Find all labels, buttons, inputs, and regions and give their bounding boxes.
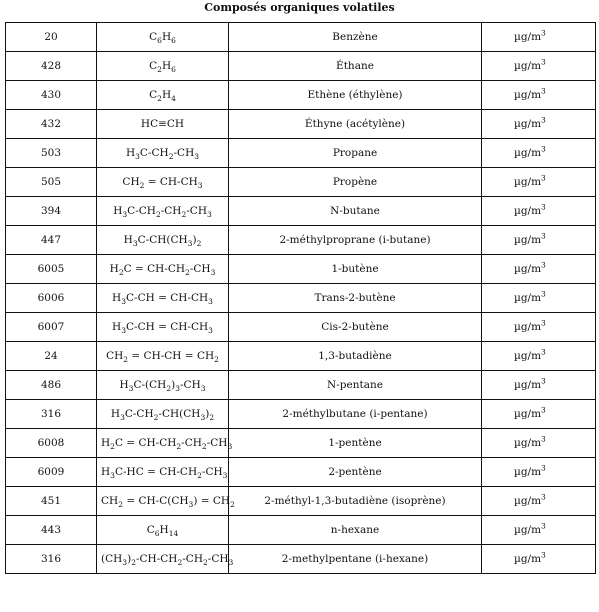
pollutant-code: 428 bbox=[6, 52, 97, 81]
unit: $\mu g/m^3$ bbox=[482, 400, 596, 429]
table-row bbox=[6, 139, 596, 168]
table-row bbox=[6, 255, 596, 284]
pollutant-code: 24 bbox=[6, 342, 97, 371]
pollutant-code: 6008 bbox=[6, 429, 97, 458]
table-caption: Composés organiques volatiles bbox=[204, 1, 395, 14]
chemical-formula: $CH_2 = CH-CH = CH_2$ bbox=[97, 342, 229, 371]
table-row bbox=[6, 342, 596, 371]
chemical-formula: $H_3C-CH = CH-CH_3$ bbox=[97, 313, 229, 342]
unit: $\mu g/m^3$ bbox=[482, 168, 596, 197]
pollutant-code: 394 bbox=[6, 197, 97, 226]
table-row bbox=[6, 226, 596, 255]
chemical-formula: $H_3C-CH_2-CH_3$ bbox=[97, 139, 229, 168]
pollutant-code: 6005 bbox=[6, 255, 97, 284]
pollutant-code: 505 bbox=[6, 168, 97, 197]
chemical-formula: $H_3C-CH_2-CH(CH_3)_2$ bbox=[97, 400, 229, 429]
compound-name: Éthane bbox=[229, 52, 482, 81]
table-row bbox=[6, 371, 596, 400]
chemical-formula: $(CH_3)_2-CH-CH_2-CH_2-CH_3$ bbox=[97, 545, 229, 574]
unit: $\mu g/m^3$ bbox=[482, 371, 596, 400]
chemical-formula: $H_3C-CH(CH_3)_2$ bbox=[97, 226, 229, 255]
chemical-formula: HC≡CH bbox=[97, 110, 229, 139]
compound-name: 2-pentène bbox=[229, 458, 482, 487]
chemical-formula: $H_3C-CH_2-CH_2-CH_3$ bbox=[97, 197, 229, 226]
table-row bbox=[6, 400, 596, 429]
pollutant-code: 486 bbox=[6, 371, 97, 400]
pollutant-code: 316 bbox=[6, 400, 97, 429]
compound-name: 1,3-butadiène bbox=[229, 342, 482, 371]
chemical-formula: $H_2C = CH-CH_2-CH_3$ bbox=[97, 255, 229, 284]
pollutant-code: 447 bbox=[6, 226, 97, 255]
pollutant-code: 316 bbox=[6, 545, 97, 574]
table-row bbox=[6, 284, 596, 313]
pollutant-code: 6006 bbox=[6, 284, 97, 313]
table-row bbox=[6, 458, 596, 487]
table-row bbox=[6, 23, 596, 52]
chemical-formula: $H_2C = CH-CH_2-CH_2-CH_3$ bbox=[97, 429, 229, 458]
compound-name: N-pentane bbox=[229, 371, 482, 400]
chemical-formula: $C_2H_4$ bbox=[97, 81, 229, 110]
unit: $\mu g/m^3$ bbox=[482, 139, 596, 168]
unit: $\mu g/m^3$ bbox=[482, 81, 596, 110]
unit: $\mu g/m^3$ bbox=[482, 197, 596, 226]
chemical-formula: $C_2H_6$ bbox=[97, 52, 229, 81]
pollutant-code: 20 bbox=[6, 23, 97, 52]
compound-name: Propane bbox=[229, 139, 482, 168]
unit: $\mu g/m^3$ bbox=[482, 52, 596, 81]
chemical-formula: $H_3C-(CH_2)_3-CH_3$ bbox=[97, 371, 229, 400]
compound-name: Benzène bbox=[229, 23, 482, 52]
compound-name: 2-methylpentane (i-hexane) bbox=[229, 545, 482, 574]
table-row bbox=[6, 545, 596, 574]
voc-table-body bbox=[6, 23, 596, 574]
unit: $\mu g/m^3$ bbox=[482, 342, 596, 371]
unit: $\mu g/m^3$ bbox=[482, 487, 596, 516]
compound-name: 1-pentène bbox=[229, 429, 482, 458]
compound-name: Propène bbox=[229, 168, 482, 197]
table-row bbox=[6, 52, 596, 81]
unit: $\mu g/m^3$ bbox=[482, 458, 596, 487]
unit: $\mu g/m^3$ bbox=[482, 284, 596, 313]
unit: $\mu g/m^3$ bbox=[482, 226, 596, 255]
compound-name: Ethène (éthylène) bbox=[229, 81, 482, 110]
table-row bbox=[6, 516, 596, 545]
compound-name: 2-méthyl-1,3-butadiène (isoprène) bbox=[229, 487, 482, 516]
compound-name: 2-méthylproprane (i-butane) bbox=[229, 226, 482, 255]
unit: $\mu g/m^3$ bbox=[482, 23, 596, 52]
pollutant-code: 6009 bbox=[6, 458, 97, 487]
pollutant-code: 6007 bbox=[6, 313, 97, 342]
pollutant-code: 443 bbox=[6, 516, 97, 545]
chemical-formula: $H_3C-HC = CH-CH_2-CH_3$ bbox=[97, 458, 229, 487]
chemical-formula: $CH_2 = CH-C(CH_3) = CH_2$ bbox=[97, 487, 229, 516]
table-row bbox=[6, 81, 596, 110]
unit: $\mu g/m^3$ bbox=[482, 516, 596, 545]
pollutant-code: 432 bbox=[6, 110, 97, 139]
table-row bbox=[6, 313, 596, 342]
table-row bbox=[6, 168, 596, 197]
compound-name: Éthyne (acétylène) bbox=[229, 110, 482, 139]
table-row bbox=[6, 197, 596, 226]
pollutant-code: 430 bbox=[6, 81, 97, 110]
chemical-formula: $H_3C-CH = CH-CH_3$ bbox=[97, 284, 229, 313]
unit: $\mu g/m^3$ bbox=[482, 313, 596, 342]
unit: $\mu g/m^3$ bbox=[482, 110, 596, 139]
compound-name: n-hexane bbox=[229, 516, 482, 545]
compound-name: N-butane bbox=[229, 197, 482, 226]
voc-table bbox=[5, 22, 596, 574]
compound-name: 1-butène bbox=[229, 255, 482, 284]
chemical-formula: $C_6H_{14}$ bbox=[97, 516, 229, 545]
compound-name: Trans-2-butène bbox=[229, 284, 482, 313]
table-row bbox=[6, 429, 596, 458]
table-row bbox=[6, 487, 596, 516]
table-row bbox=[6, 110, 596, 139]
compound-name: Cis-2-butène bbox=[229, 313, 482, 342]
unit: $\mu g/m^3$ bbox=[482, 429, 596, 458]
unit: $\mu g/m^3$ bbox=[482, 255, 596, 284]
unit: $\mu g/m^3$ bbox=[482, 545, 596, 574]
pollutant-code: 503 bbox=[6, 139, 97, 168]
pollutant-code: 451 bbox=[6, 487, 97, 516]
compound-name: 2-méthylbutane (i-pentane) bbox=[229, 400, 482, 429]
chemical-formula: $C_6H_6$ bbox=[97, 23, 229, 52]
chemical-formula: $CH_2 = CH-CH_3$ bbox=[97, 168, 229, 197]
